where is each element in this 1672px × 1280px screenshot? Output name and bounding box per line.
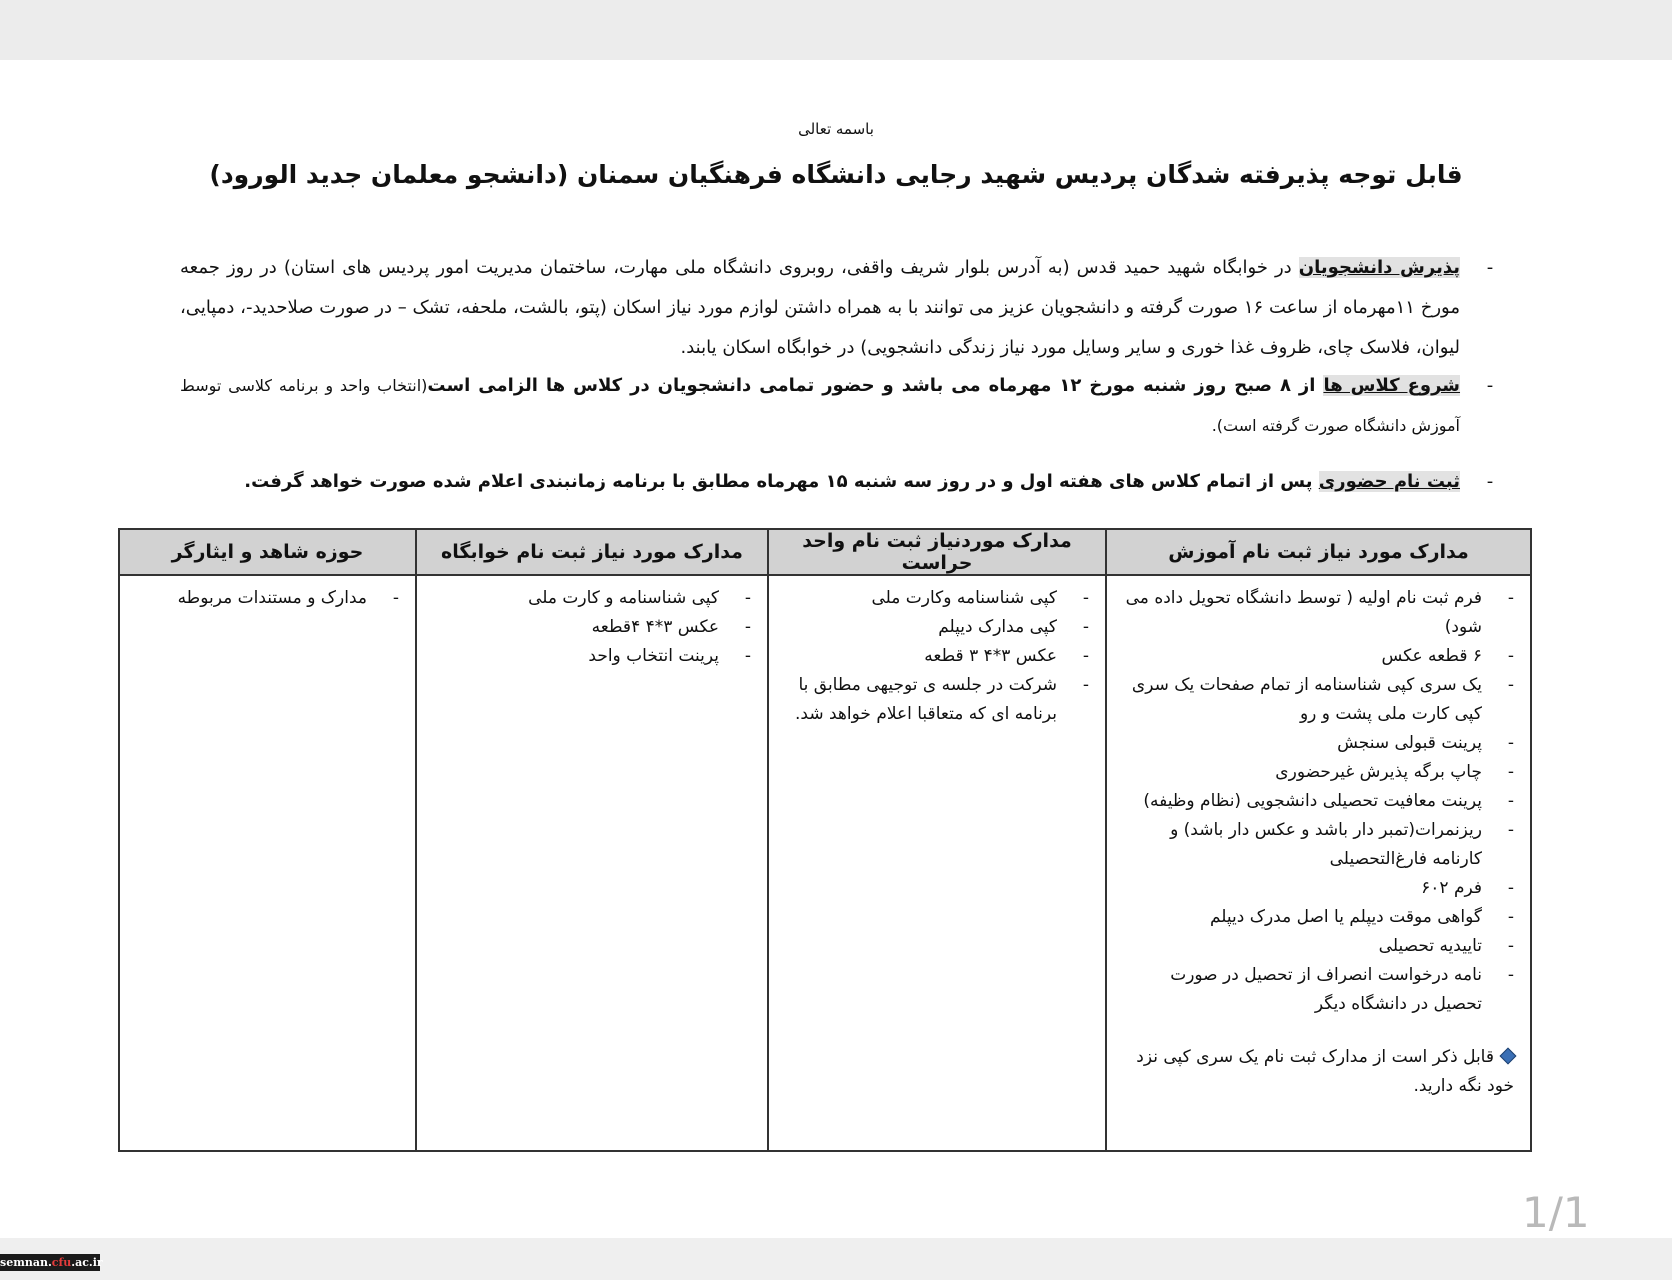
page-number: 1/1 xyxy=(1522,1188,1590,1237)
table-row xyxy=(119,575,1531,1151)
header-dormitory: مدارک مورد نیاز ثبت نام خوابگاه xyxy=(416,529,768,575)
list-item: - فرم ثبت نام اولیه ( توسط دانشگاه تحویل داده می شود) xyxy=(1123,584,1514,642)
paragraph-admission xyxy=(180,248,1494,368)
page-title: قابل توجه پذیرفته شدگان پردیس شهید رجایی دانشگاه فرهنگیان سمنان (دانشجو معلمان جدید الورود) xyxy=(209,160,1463,189)
list-item: - ۶ قطعه عکس xyxy=(1123,642,1514,671)
paragraph-text: در خوابگاه شهید حمید قدس (به آدرس بلوار شریف واقفی، روبروی دانشگاه ملی مهارت، ساختمان مدیریت امور پردیس های استان) در روز جمعه مورخ ۱۱مهرماه از ساعت ۱۶ صورت گرفته و دانشجویان عزیز می توانند با به همراه داشتن لوازم مورد نیاز اسکان (پتو، بالشت، ملحفه، تشک – در صورت صلاحدید-، دمپایی، لیوان، فلاسک چای، ظروف غذا خوری و سایر وسایل مورد نیاز زندگی دانشجویی) در خوابگاه اسکان یابند. xyxy=(180,257,1460,358)
note-text: قابل ذکر است از مدارک ثبت نام یک سری کپی نزد خود نگه دارید. xyxy=(1136,1047,1514,1096)
paragraph-text: پس از اتمام کلاس های هفته اول و در روز سه شنبه ۱۵ مهرماه مطابق با برنامه زمانبندی اعلام شده صورت خواهد گرفت. xyxy=(244,471,1319,492)
list-item: - گواهی موقت دیپلم یا اصل مدرک دیپلم xyxy=(1123,903,1514,932)
highlight-admission: پذیرش دانشجویان xyxy=(1298,257,1460,278)
bullet-dash: - xyxy=(1486,471,1494,492)
list-item: - نامه درخواست انصراف از تحصیل در صورت تحصیل در دانشگاه دیگر xyxy=(1123,961,1514,1019)
list-item: - کپی شناسنامه و کارت ملی xyxy=(433,584,751,613)
list-item: - یک سری کپی شناسنامه از تمام صفحات یک سری کپی کارت ملی پشت و رو xyxy=(1123,671,1514,729)
header-education: مدارک مورد نیاز ثبت نام آموزش xyxy=(1106,529,1531,575)
highlight-classes: شروع کلاس ها xyxy=(1323,375,1461,396)
security-list xyxy=(785,584,1089,729)
header-shahed: حوزه شاهد و ایثارگر xyxy=(119,529,416,575)
paragraph-classes xyxy=(180,366,1494,446)
bullet-dash: - xyxy=(1486,375,1494,396)
list-item: - چاپ برگه پذیرش غیرحضوری xyxy=(1123,758,1514,787)
diamond-bullet-icon xyxy=(1500,1048,1517,1065)
education-cell xyxy=(1106,575,1531,1151)
list-item: - پرینت قبولی سنجش xyxy=(1123,729,1514,758)
list-item: - شرکت در جلسه ی توجیهی مطابق با برنامه ای که متعاقبا اعلام خواهد شد. xyxy=(785,671,1089,729)
list-item: - تاییدیه تحصیلی xyxy=(1123,932,1514,961)
paragraph-text: از ۸ صبح روز شنبه مورخ ۱۲ مهرماه می باشد و حضور تمامی دانشجویان در کلاس ها الزامی است xyxy=(427,375,1324,396)
viewer-top-bar xyxy=(0,0,1672,60)
list-item: - فرم ۶۰۲ xyxy=(1123,874,1514,903)
shahed-list xyxy=(136,584,399,613)
list-item: - مدارک و مستندات مربوطه xyxy=(136,584,399,613)
education-note xyxy=(1123,1043,1514,1101)
security-cell xyxy=(768,575,1106,1151)
bullet-dash: - xyxy=(1486,257,1494,278)
list-item: - کپی شناسنامه وکارت ملی xyxy=(785,584,1089,613)
site-suffix: .ac.ir xyxy=(71,1256,103,1269)
paragraph-note: (انتخاب واحد و برنامه کلاسی توسط آموزش دانشگاه صورت گرفته است). xyxy=(180,376,1460,435)
bismillah-heading: باسمه تعالی xyxy=(798,120,874,138)
list-item: - عکس ۳*۴ ۴قطعه xyxy=(433,613,751,642)
list-item: - کپی مدارک دیپلم xyxy=(785,613,1089,642)
site-prefix: semnan. xyxy=(0,1256,52,1269)
dormitory-list xyxy=(433,584,751,671)
list-item: - ریزنمرات(تمبر دار باشد و عکس دار باشد) و کارنامه فارغ‌التحصیلی xyxy=(1123,816,1514,874)
site-watermark xyxy=(0,1254,103,1271)
documents-table xyxy=(118,528,1532,1152)
list-item: - عکس ۳*۴ ۳ قطعه xyxy=(785,642,1089,671)
paragraph-registration xyxy=(180,462,1494,502)
shahed-cell xyxy=(119,575,416,1151)
education-list xyxy=(1123,584,1514,1019)
list-item: - پرینت معافیت تحصیلی دانشجویی (نظام وظیفه) xyxy=(1123,787,1514,816)
table-header-row xyxy=(119,529,1531,575)
list-item: - پرینت انتخاب واحد xyxy=(433,642,751,671)
viewer-bottom-bar xyxy=(0,1238,1672,1280)
site-mid: cfu xyxy=(51,1256,72,1269)
highlight-registration: ثبت نام حضوری xyxy=(1318,471,1460,492)
dormitory-cell xyxy=(416,575,768,1151)
header-security: مدارک موردنیاز ثبت نام واحد حراست xyxy=(768,529,1106,575)
